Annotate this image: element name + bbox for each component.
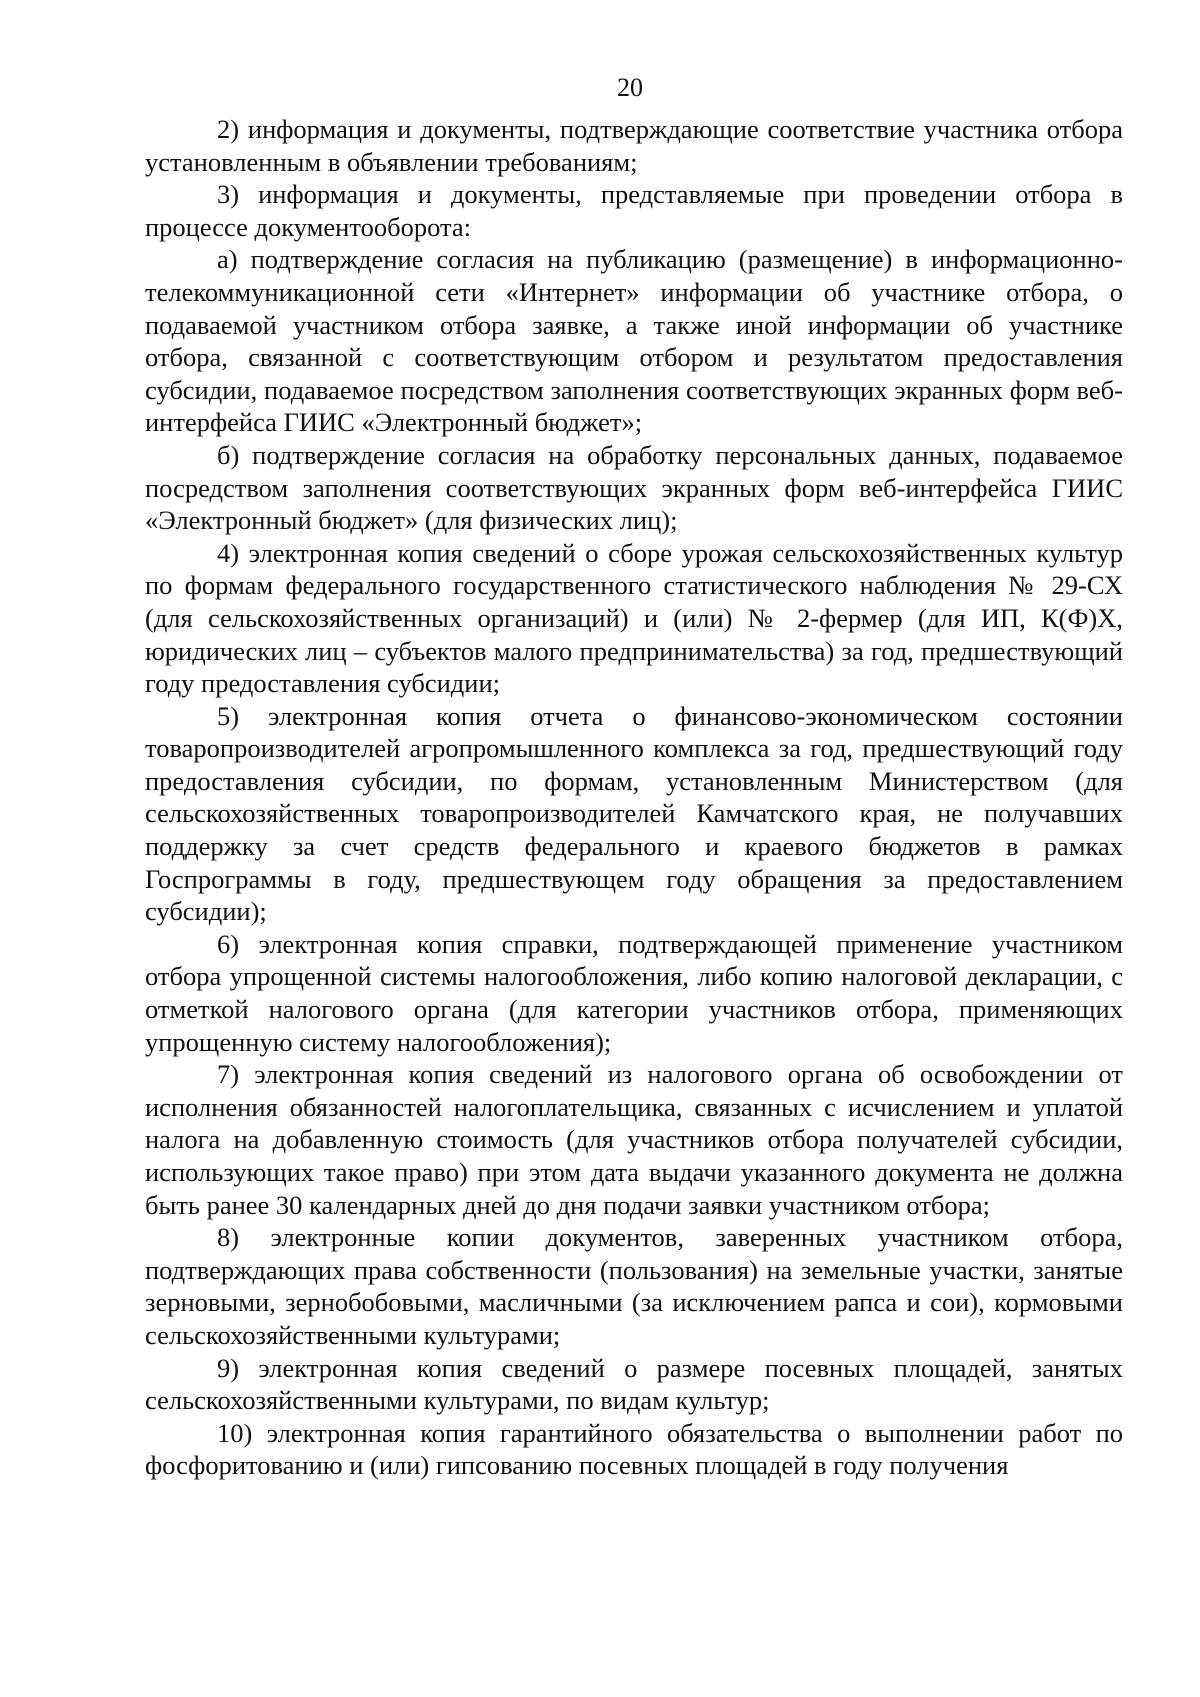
paragraph-item-2: 2) информация и документы, подтверждающие соответствие участника отбора установленным в объявлении требованиям;	[145, 114, 1123, 177]
paragraph-item-6: 6) электронная копия справки, подтверждающей применение участником отбора упрощенной системы налогообложения, либо копию налоговой декларации, с отметкой налогового органа (для категории участников отбора, применяющих упрощенную систему налогообложения);	[145, 928, 1123, 1057]
paragraph-item-5: 5) электронная копия отчета о финансово-экономическом состоянии товаропроизводителей агропромышленного комплекса за год, предшествующий году предоставления субсидии, по формам, установленным Министерством (для сельскохозяйственных товаропроизводителей Камчатского края, не получавших поддержку за счет средств федерального и краевого бюджетов в рамках Госпрограммы в году, предшествующем году обращения за предоставлением субсидии);	[145, 700, 1123, 927]
paragraph-item-4: 4) электронная копия сведений о сборе урожая сельскохозяйственных культур по формам федерального государственного статистического наблюдения № 29-СХ (для сельскохозяйственных организаций) и (или) № 2-фермер (для ИП, К(Ф)Х, юридических лиц – субъектов малого предпринимательства) за год, предшествующий году предоставления субсидии;	[145, 537, 1123, 699]
paragraph-subitem-b: б) подтверждение согласия на обработку персональных данных, подаваемое посредством заполнения соответствующих экранных форм веб-интерфейса ГИИС «Электронный бюджет» (для физических лиц);	[145, 439, 1123, 536]
paragraph-subitem-a: а) подтверждение согласия на публикацию (размещение) в информационно-телекоммуникационной сети «Интернет» информации об участнике отбора, о подаваемой участником отбора заявке, а также иной информации об участнике отбора, связанной с соответствующим отбором и результатом предоставления субсидии, подаваемое посредством заполнения соответствующих экранных форм веб-интерфейса ГИИС «Электронный бюджет»;	[145, 244, 1123, 438]
paragraph-item-10: 10) электронная копия гарантийного обязательства о выполнении работ по фосфоритованию и (или) гипсованию посевных площадей в году получения	[145, 1417, 1123, 1481]
paragraph-item-9: 9) электронная копия сведений о размере посевных площадей, занятых сельскохозяйственными культурами, по видам культур;	[145, 1352, 1123, 1416]
paragraph-item-8: 8) электронные копии документов, заверенных участником отбора, подтверждающих права собственности (пользования) на земельные участки, занятые зерновыми, зернобобовыми, масличными (за исключением рапса и сои), кормовыми сельскохозяйственными культурами;	[145, 1222, 1123, 1350]
page-number: 20	[617, 73, 643, 102]
document-body	[145, 113, 1123, 1482]
paragraph-item-7: 7) электронная копия сведений из налогового органа об освобождении от исполнения обязанностей налогоплательщика, связанных с исчислением и уплатой налога на добавленную стоимость (для участников отбора получателей субсидии, использующих такое право) при этом дата выдачи указанного документа не должна быть ранее 30 календарных дней до дня подачи заявки участником отбора;	[145, 1059, 1123, 1220]
paragraph-item-3: 3) информация и документы, представляемые при проведении отбора в процессе документооборота:	[145, 179, 1123, 242]
